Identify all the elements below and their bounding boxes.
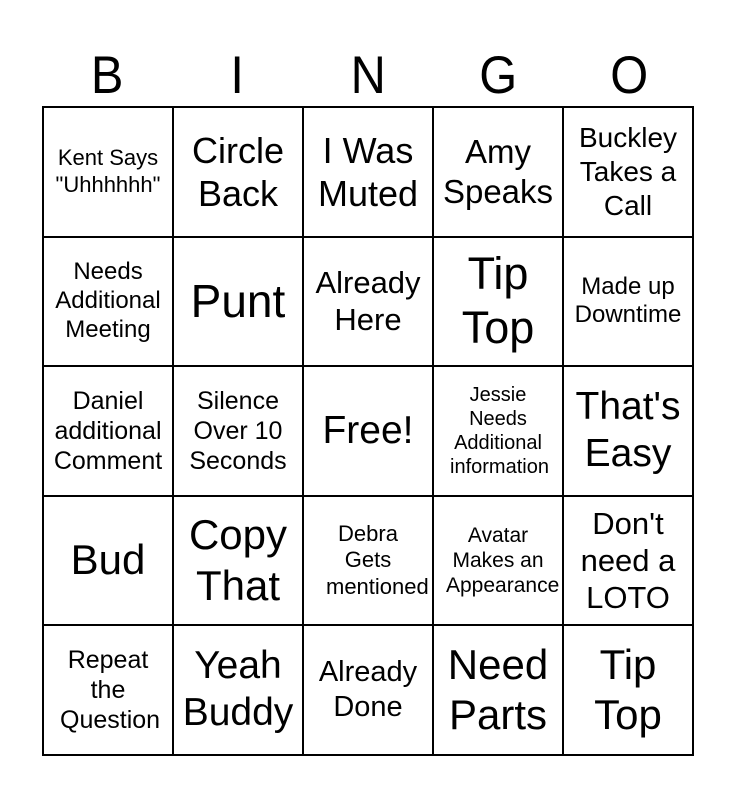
bingo-cell[interactable] (174, 497, 302, 625)
bingo-header-letter-o: O (609, 46, 648, 105)
bingo-cell-text: Jessie Needs Additional information (450, 383, 549, 478)
bingo-cell[interactable] (44, 108, 172, 236)
bingo-cell-text: I Was Muted (317, 129, 419, 214)
bingo-cell[interactable] (174, 367, 302, 495)
bingo-cell[interactable] (44, 626, 172, 754)
bingo-cell-text: Already Done (318, 656, 418, 724)
bingo-cell[interactable] (174, 626, 302, 754)
bingo-cell[interactable] (564, 238, 692, 366)
bingo-cell-text: Silence Over 10 Seconds (189, 386, 287, 475)
bingo-cell-text: Needs Additional Meeting (55, 258, 161, 343)
bingo-header-letter-g: G (479, 46, 518, 105)
bingo-cell[interactable] (304, 626, 432, 754)
bingo-cell[interactable] (564, 367, 692, 495)
bingo-cell-text: Amy Speaks (442, 133, 554, 210)
bingo-cell-text: Circle Back (191, 129, 284, 214)
bingo-cell-text: Avatar Makes an Appearance (446, 523, 560, 598)
bingo-cell-text: Copy That (188, 511, 288, 609)
bingo-cell[interactable] (434, 367, 562, 495)
bingo-cell-text: Debra Gets mentioned (326, 521, 429, 599)
bingo-cell-free[interactable] (304, 367, 432, 495)
bingo-cell-text: That's Easy (575, 385, 681, 475)
bingo-cell[interactable] (564, 108, 692, 236)
bingo-cell-text: Made up Downtime (574, 272, 682, 329)
bingo-header-letter-i: I (230, 46, 245, 105)
bingo-cell[interactable] (304, 497, 432, 625)
bingo-cell[interactable] (174, 238, 302, 366)
bingo-cell-text: Need Parts (447, 640, 549, 739)
bingo-cell[interactable] (434, 497, 562, 625)
bingo-cell-text: Punt (190, 274, 286, 327)
bingo-cell-text: Buckley Takes a Call (578, 122, 678, 221)
bingo-cell[interactable] (434, 626, 562, 754)
bingo-header (42, 38, 694, 104)
bingo-header-letter-n: N (350, 46, 386, 105)
bingo-cell-text: Tip Top (594, 640, 662, 739)
bingo-cell-text: Free! (322, 408, 414, 452)
bingo-cell[interactable] (174, 108, 302, 236)
bingo-header-letter-b: B (90, 46, 124, 105)
bingo-card-grid (42, 106, 694, 756)
bingo-cell[interactable] (44, 367, 172, 495)
bingo-cell[interactable] (434, 238, 562, 366)
bingo-cell[interactable] (434, 108, 562, 236)
bingo-cell-text: Don't need a LOTO (580, 505, 676, 616)
bingo-cell[interactable] (44, 497, 172, 625)
bingo-cell[interactable] (304, 238, 432, 366)
bingo-cell-text: Repeat the Question (60, 646, 161, 735)
bingo-cell-text: Bud (70, 536, 146, 584)
bingo-cell[interactable] (564, 497, 692, 625)
bingo-cell[interactable] (564, 626, 692, 754)
bingo-cell-text: Daniel additional Comment (53, 386, 163, 475)
bingo-cell-text: Already Here (315, 265, 421, 338)
bingo-cell-text: Kent Says "Uhhhhhh" (55, 145, 161, 197)
bingo-cell[interactable] (304, 108, 432, 236)
bingo-cell[interactable] (44, 238, 172, 366)
bingo-cell-text: Yeah Buddy (182, 644, 294, 735)
bingo-cell-text: Tip Top (461, 248, 535, 354)
